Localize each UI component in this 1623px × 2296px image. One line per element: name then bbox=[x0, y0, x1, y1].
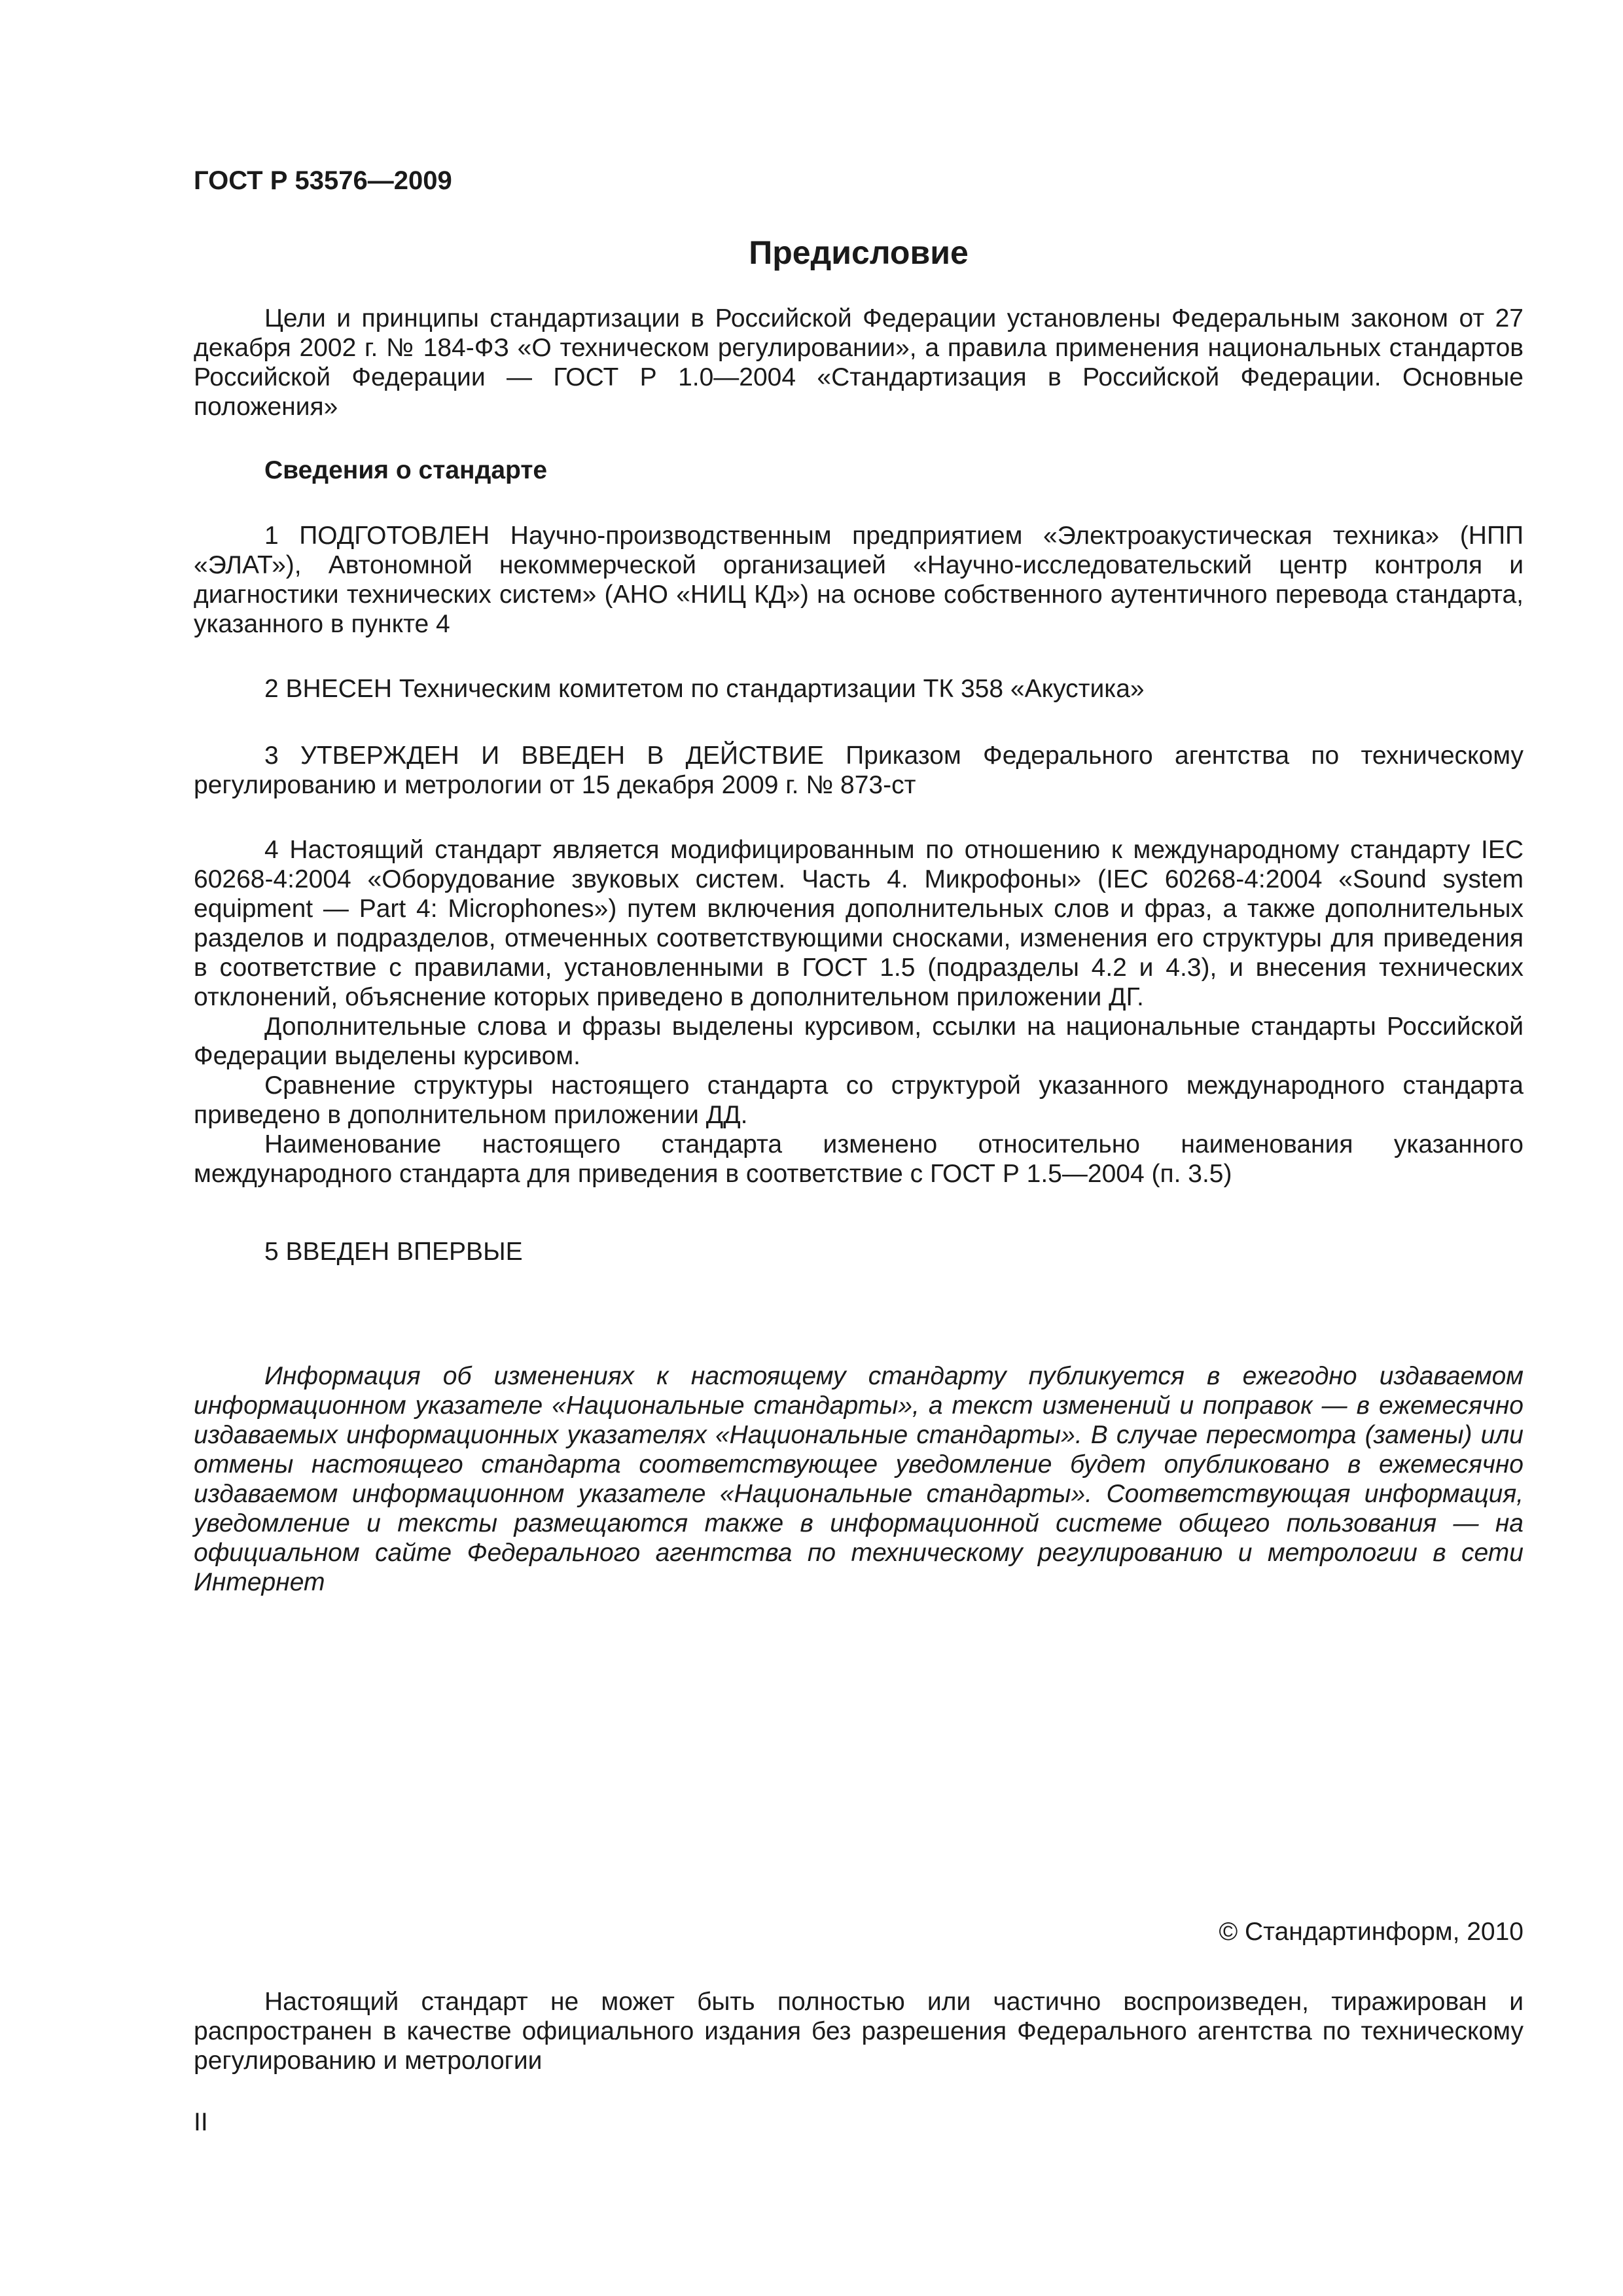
item-4-paragraph: 4 Настоящий стандарт является модифицированным по отношению к международному стандарту IEC 60268-4:2004 «Оборудование звуковых систем. Часть 4. Микрофоны» (IEC 60268-4:2004 «Sound system equipment — Part 4: Microphones») путем включения дополнительных слов и фраз, а также дополнительных разделов и подразделов, отмеченных соответствующими сносками, изменения его структуры для приведения в соответствие с правилами, установленными в ГОСТ 1.5 (подразделы 4.2 и 4.3), и внесения технических отклонений, объяснение которых приведено в дополнительном приложении ДГ. bbox=[194, 836, 1524, 1011]
intro-section bbox=[194, 304, 1524, 422]
item-5-paragraph: 5 ВВЕДЕН ВПЕРВЫЕ bbox=[264, 1238, 523, 1266]
page-title: Предисловие bbox=[749, 234, 969, 271]
item-2-paragraph: 2 ВНЕСЕН Техническим комитетом по стандартизации ТК 358 «Акустика» bbox=[264, 675, 1145, 703]
page-number: II bbox=[194, 2108, 208, 2136]
item-3-paragraph: 3 УТВЕРЖДЕН И ВВЕДЕН В ДЕЙСТВИЕ Приказом Федерального агентства по техническому регулированию и метрологии от 15 декабря 2009 г. № 873-ст bbox=[194, 742, 1524, 799]
item-1-section bbox=[194, 521, 1524, 639]
notice-paragraph: Информация об изменениях к настоящему стандарту публикуется в ежегодно издаваемом информационном указателе «Национальные стандарты», а текст изменений и поправок — в ежемесячно издаваемых информационных указателях «Национальные стандарты». В случае пересмотра (замены) или отмены настоящего стандарта соответствующее уведомление будет опубликовано в ежемесячно издаваемом информационном указателе «Национальные стандарты». Соответствующая информация, уведомление и тексты размещаются также в информационной системе общего пользования — на официальном сайте Федерального агентства по техническому регулированию и метрологии в сети Интернет bbox=[194, 1362, 1524, 1596]
reproduction-section bbox=[194, 1987, 1524, 2075]
item-4-paragraph-4: Наименование настоящего стандарта изменено относительно наименования указанного международного стандарта для приведения в соответствие с ГОСТ Р 1.5—2004 (п. 3.5) bbox=[194, 1130, 1524, 1188]
item-1-paragraph: 1 ПОДГОТОВЛЕН Научно-производственным предприятием «Электроакустическая техника» (НПП «ЭЛАТ»), Автономной некоммерческой организацией «Научно-исследовательский центр контроля и диагностики технических систем» (АНО «НИЦ КД») на основе собственного аутентичного перевода стандарта, указанного в пункте 4 bbox=[194, 522, 1524, 638]
intro-paragraph: Цели и принципы стандартизации в Российской Федерации установлены Федеральным законом от 27 декабря 2002 г. № 184-ФЗ «О техническом регулировании», а правила применения национальных стандартов Российской Федерации — ГОСТ Р 1.0—2004 «Стандартизация в Российской Федерации. Основные положения» bbox=[194, 304, 1524, 421]
notice-section bbox=[194, 1361, 1524, 1597]
document-id: ГОСТ Р 53576—2009 bbox=[194, 166, 452, 195]
item-3-section bbox=[194, 741, 1524, 800]
item-4-section bbox=[194, 835, 1524, 1189]
copyright-line: © Стандартинформ, 2010 bbox=[1219, 1918, 1524, 1946]
reproduction-paragraph: Настоящий стандарт не может быть полностью или частично воспроизведен, тиражирован и распространен в качестве официального издания без разрешения Федерального агентства по техническому регулированию и метрологии bbox=[194, 1988, 1524, 2075]
info-heading: Сведения о стандарте bbox=[264, 456, 548, 484]
item-4-paragraph-3: Сравнение структуры настоящего стандарта со структурой указанного международного стандарта приведено в дополнительном приложении ДД. bbox=[194, 1071, 1524, 1129]
item-4-paragraph-2: Дополнительные слова и фразы выделены курсивом, ссылки на национальные стандарты Российской Федерации выделены курсивом. bbox=[194, 1013, 1524, 1070]
